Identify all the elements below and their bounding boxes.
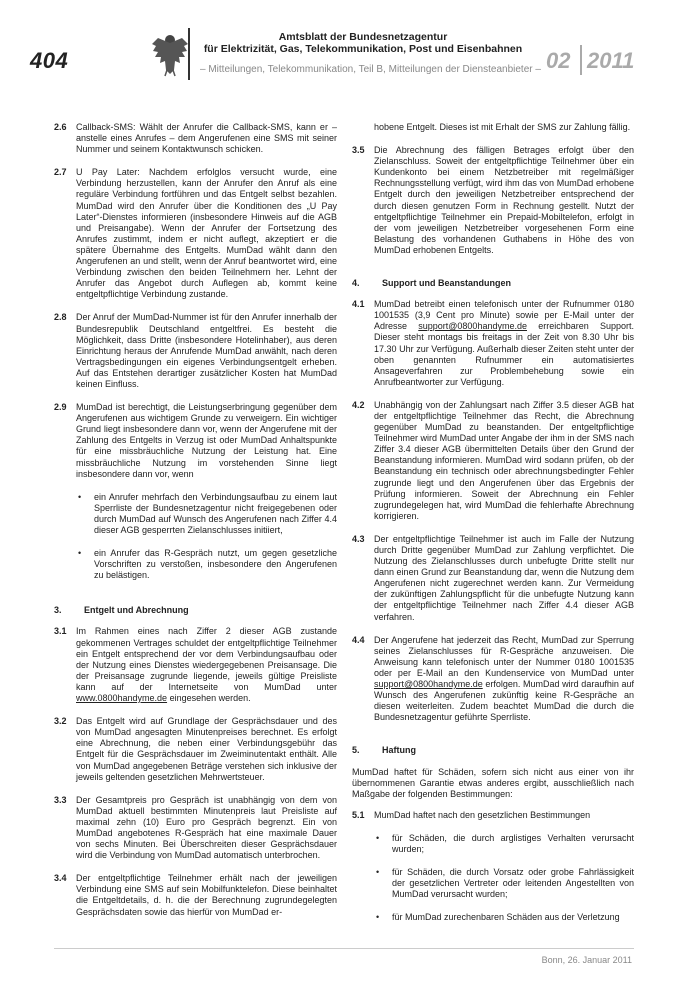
- bullet: •: [78, 548, 82, 559]
- heading-section-4: [352, 278, 634, 289]
- gazette-title: [190, 31, 536, 55]
- section-2-7: [54, 167, 337, 300]
- heading-number: 3.: [54, 605, 62, 616]
- section-text-end: erfolgen. MumDad wird daraufhin auf Wunsch des Angerufenen zukünftig keine R-Gespräche an diesen weiterleiten. Zudem beachtet MumDad die durch die Bundesnetzagentur geführte Sperrliste.: [374, 679, 634, 723]
- section-text: U Pay Later: Nachdem erfolglos versucht wurde, eine Verbindung herzustellen, kann der Anrufer den Anruf als eine reguläre Verbindung fortführen und das Entgelt selbst bezahlen. MumDad wird den Anrufer über die Konditionen des „U Pay Later“-Dienstes informieren (insbesondere Hinweis auf die AGB und Preisangabe). Wenn der Anrufer der Fortsetzung des Anrufes zustimmt, indem er nicht auflegt, akzeptiert er die spätere Übernahme des Entgelts. MumDad wählt dann den Angerufenen an und stellt, wenn der Anruf beantwortet wird, eine Verbindung zwischen den beiden Teilnehmern her. Lehnt der Anrufer das Angebot durch Auflegen ab, kommt keine entgeltpflichtige Verbindung zustande.: [76, 167, 337, 300]
- section-text-end: erreichbaren Support. Dieser steht montags bis freitags in der Zeit von 8.30 Uhr bis 17.30 Uhr zur Verfügung. Außerhalb dieser Zeiten steht unter der oben genannten Rufnummer ein automatisiertes Ansageverfahren zur Problembehebung sowie ein Anrufbeantworter zur Verfügung.: [374, 321, 634, 387]
- section-number: 2.8: [54, 312, 67, 323]
- list-item: [54, 492, 337, 536]
- support-email-link[interactable]: support@0800handyme.de: [374, 679, 483, 690]
- footer-divider: [54, 948, 634, 949]
- section-text: Der entgeltpflichtige Teilnehmer ist auch im Falle der Nutzung durch Dritte gegenüber MumDad zur Zahlung verpflichtet. Die Nutzung des Zielanschlusses durch unbefugte Dritte stellt nur dann einen Grund zur Beanstandung dar, wenn die Nutzung dem Angerufenen nicht zugerechnet werden kann. Zur Vermeidung der zukünftigen Zahlungspflicht für die unbefugte Nutzung kann der entgeltpflichtige Teilnehmer nach Ziffer 4.4 dieser AGB verfahren.: [374, 533, 634, 622]
- section-text: hobene Entgelt. Dieses ist mit Erhalt der SMS zur Zahlung fällig.: [374, 122, 631, 132]
- issue-divider: [580, 45, 582, 75]
- heading-section-5: [352, 745, 634, 756]
- section-text: Der Gesamtpreis pro Gespräch ist unabhängig von dem von MumDad aktuell bestimmten Minutenpreis laut Preisliste auf maximal zehn (10) Euro pro Gespräch begrenzt. Ein von MumDad angebotenes R-Gespräch hat eine maximale Dauer von sechs Minuten. Bei Überschreiten dieser Gesprächsdauer wird die Verbindung von MumDad automatisch unterbrochen.: [76, 794, 337, 861]
- list-item-text: ein Anrufer mehrfach den Verbindungsaufbau zu einem laut Sperrliste der Bundesnetzagentur nicht freigegebenen oder durch MumDad auf Wunsch des Angerufenen nach Ziffer 4.4 dieser AGB gesperrten Zielanschlusses initiiert,: [94, 491, 337, 535]
- right-column: [352, 122, 634, 923]
- section-number: 3.4: [54, 873, 67, 884]
- section-number: 3.5: [352, 145, 365, 156]
- section-number: 3.3: [54, 794, 67, 805]
- section-text: Der entgeltpflichtige Teilnehmer erhält nach der jeweiligen Verbindung eine SMS auf sein Mobilfunktelefon. Diese beinhaltet die Entgeltdetails, d. h. die der Berechnung zugrundegelegten Gesprächsdaten sowie das hierfür von MumDad er-: [76, 873, 337, 917]
- section-3-3: [54, 795, 337, 862]
- section-number: 4.1: [352, 299, 365, 310]
- section-4-1: [352, 299, 634, 388]
- support-email-link[interactable]: support@0800handyme.de: [418, 321, 527, 332]
- heading-section-3: [54, 605, 337, 616]
- section-text: Der Anruf der MumDad-Nummer ist für den Anrufer innerhalb der Bundesrepublik Deutschland entgeltfrei. Es besteht die Möglichkeit, dass Dritte (insbesondere Hotelinhaber), aus deren Einrichtung heraus der Anrufende MumDad anwählt, nach deren Vertragsbedingungen ein eigenes Verbindungsentgelt erheben. Auf das Entstehen derartiger zusätzlicher Kosten hat MumDad keinen Einfluss.: [76, 312, 337, 389]
- gazette-subtitle: – Mitteilungen, Telekommunikation, Teil B, Mitteilungen der Diensteanbieter –: [200, 64, 541, 75]
- list-item: [352, 912, 634, 923]
- section-3-2: [54, 716, 337, 783]
- heading-number: 4.: [352, 278, 360, 289]
- section-number: 3.2: [54, 716, 67, 727]
- list-item-text: für Schäden, die durch Vorsatz oder grobe Fahrlässigkeit der gesetzlichen Vertreter oder leitenden Angestellten von MumDad verursacht wurden;: [392, 867, 634, 900]
- section-text: MumDad ist berechtigt, die Leistungserbringung gegenüber dem Angerufenen aus wichtigem Grunde zu verweigern. Ein wichtiger Grund liegt insbesondere dann vor, wenn der Angerufene mit der Zahlung des Entgelts in Verzug ist oder MumDad Anhaltspunkte für eine missbräuchliche Nutzung der Leistung hat. Eine missbräuchliche Nutzung im vorstehenden Sinne liegt insbesondere dann vor, wenn: [76, 402, 337, 479]
- section-text: Der Angerufene hat jederzeit das Recht, MumDad zur Sperrung seines Zielanschlusses für R-Gespräche anzuweisen. Die Anweisung kann telefonisch unter der Nummer 0180 1001535 oder per E-Mail an den Kundenservice von MumDad unter: [374, 634, 634, 678]
- section-text: Das Entgelt wird auf Grundlage der Gesprächsdauer und des von MumDad angesagten Minutenpreises berechnet. Es erfolgt eine Abrechnung, die neben einer Verbindungsgebühr das Entgelt für die Gesprächsdauer im Zweiminutentakt enthält. Alle von MumDad angegebenen Beträge verstehen sich inklusive der jeweils geltenden gesetzlichen Mehrwertsteuer.: [76, 716, 337, 782]
- bullet: •: [376, 912, 380, 923]
- list-item-text: für MumDad zurechenbaren Schäden aus der Verletzung: [392, 912, 620, 923]
- heading-text: Support und Beanstandungen: [382, 278, 511, 289]
- section-number: 2.7: [54, 167, 67, 178]
- section-3-5: [352, 145, 634, 256]
- issue-number: 02: [546, 48, 571, 73]
- bullet: •: [376, 832, 380, 843]
- footer-date: Bonn, 26. Januar 2011: [541, 955, 632, 965]
- heading-text: Haftung: [382, 745, 416, 756]
- section-2-8: [54, 312, 337, 390]
- heading-text: Entgelt und Abrechnung: [84, 605, 189, 616]
- section-3-4-continued: [352, 122, 634, 133]
- section-number: 2.9: [54, 402, 67, 413]
- section-number: 4.2: [352, 399, 365, 410]
- list-item: [54, 548, 337, 581]
- section-2-9: [54, 402, 337, 480]
- bullet: •: [376, 867, 380, 878]
- left-column: [54, 122, 337, 918]
- pricelist-link[interactable]: www.0800handyme.de: [76, 693, 168, 704]
- issue-year: 2011: [587, 48, 635, 73]
- list-item: [352, 867, 634, 900]
- section-number: 5.1: [352, 809, 365, 820]
- section-text: Callback-SMS: Wählt der Anrufer die Callback-SMS, kann er – anstelle eines Anrufes – dem Angerufenen eine SMS mit seiner Nummer und seinem Kontaktwunsch schicken.: [76, 122, 337, 155]
- section-text: Unabhängig von der Zahlungsart nach Ziffer 3.5 dieser AGB hat der entgeltpflichtige Teilnehmer das Recht, die Abrechnung gegenüber MumDad zu beanstanden. Der entgeltpflichtige Teilnehmer wird MumDad unter Angabe der ihm in der SMS nach Ziffer 3.4 dieser AGB übermittelten Details über den Grund der Beanstandung informieren. MumDad wird sodann prüfen, ob der Beanstandung ein technisch oder abrechnungsbedingter Fehler zugrunde liegt und den Angerufenen über das Ergebnis der Prüfung informieren. Soweit der Abrechnung ein Fehler zugrundegelegen hat, wird MumDad die fehlerhafte Abrechnung korrigieren.: [374, 399, 634, 521]
- list-item: [352, 833, 634, 855]
- section-3-1: [54, 626, 337, 704]
- section-text: Die Abrechnung des fälligen Betrages erfolgt über den Zielanschluss. Soweit der entgeltpflichtige Teilnehmer über ein Kundenkonto bei einem Netzbetreiber mit regelmäßiger Rechnungsstellung verfügt, wird ihm das von MumDad erhobene Entgelt durch den jeweiligen Netzbetreiber entsprechend der durch diesen genutzen Form in Rechnung gestellt. Nutzt der entgeltpflichtige Teilnehmer ein Prepaid-Mobiltelefon, erfolgt in der vom jeweiligen Netzbetreiber vorgesehenen Form eine Belastung des vorhandenen Guthabens in Höhe des von MumDad erhobenen Entgelts.: [374, 145, 634, 255]
- section-number: 2.6: [54, 122, 67, 132]
- page-number: 404: [30, 48, 69, 73]
- gazette-title-line1: Amtsblatt der Bundesnetzagentur: [278, 31, 448, 43]
- section-4-2: [352, 400, 634, 522]
- federal-eagle-icon: [150, 30, 190, 78]
- section-text: MumDad haftet nach den gesetzlichen Bestimmungen: [374, 809, 591, 820]
- section-number: 4.3: [352, 533, 365, 544]
- section-text: Im Rahmen eines nach Ziffer 2 dieser AGB zustande gekommenen Vertrages schuldet der entgeltpflichtige Teilnehmer ein Entgelt entsprechend der vor dem Verbindungsaufbau oder der Nutzung eines Dienstes wiedergegebenen Preisansage. Die der Preisansage zugrunde liegende, jeweils gültige Preisliste kann auf der Internetseite von MumDad unter: [76, 626, 337, 692]
- section-number: 4.4: [352, 634, 365, 645]
- section-text: MumDad betreibt einen telefonisch unter der Rufnummer 0180 1001535 (3,9 Cent pro Minute) sowie per E-Mail unter der Adresse: [374, 299, 634, 332]
- section-3-4: [54, 873, 337, 917]
- list-item-text: ein Anrufer das R-Gespräch nutzt, um gegen gesetzliche Vorschriften zu verstoßen, insbesondere den Angerufenen zu belästigen.: [94, 548, 337, 581]
- section-number: 3.1: [54, 626, 67, 637]
- section-2-6: [54, 122, 337, 155]
- gazette-title-line2: für Elektrizität, Gas, Telekommunikation, Post und Eisenbahnen: [203, 43, 523, 55]
- section-5-1: [352, 810, 634, 821]
- liability-intro: MumDad haftet für Schäden, sofern sich nicht aus einer von ihr übernommenen Garantie etwas anderes ergibt, ausschließlich nach Maßgabe der folgenden Bestimmungen:: [352, 766, 634, 799]
- heading-number: 5.: [352, 745, 360, 756]
- section-text-end: eingesehen werden.: [169, 693, 251, 704]
- list-item-text: für Schäden, die durch arglistiges Verhalten verursacht wurden;: [392, 832, 634, 854]
- section-4-3: [352, 534, 634, 623]
- bullet: •: [78, 491, 82, 502]
- section-4-4: [352, 635, 634, 724]
